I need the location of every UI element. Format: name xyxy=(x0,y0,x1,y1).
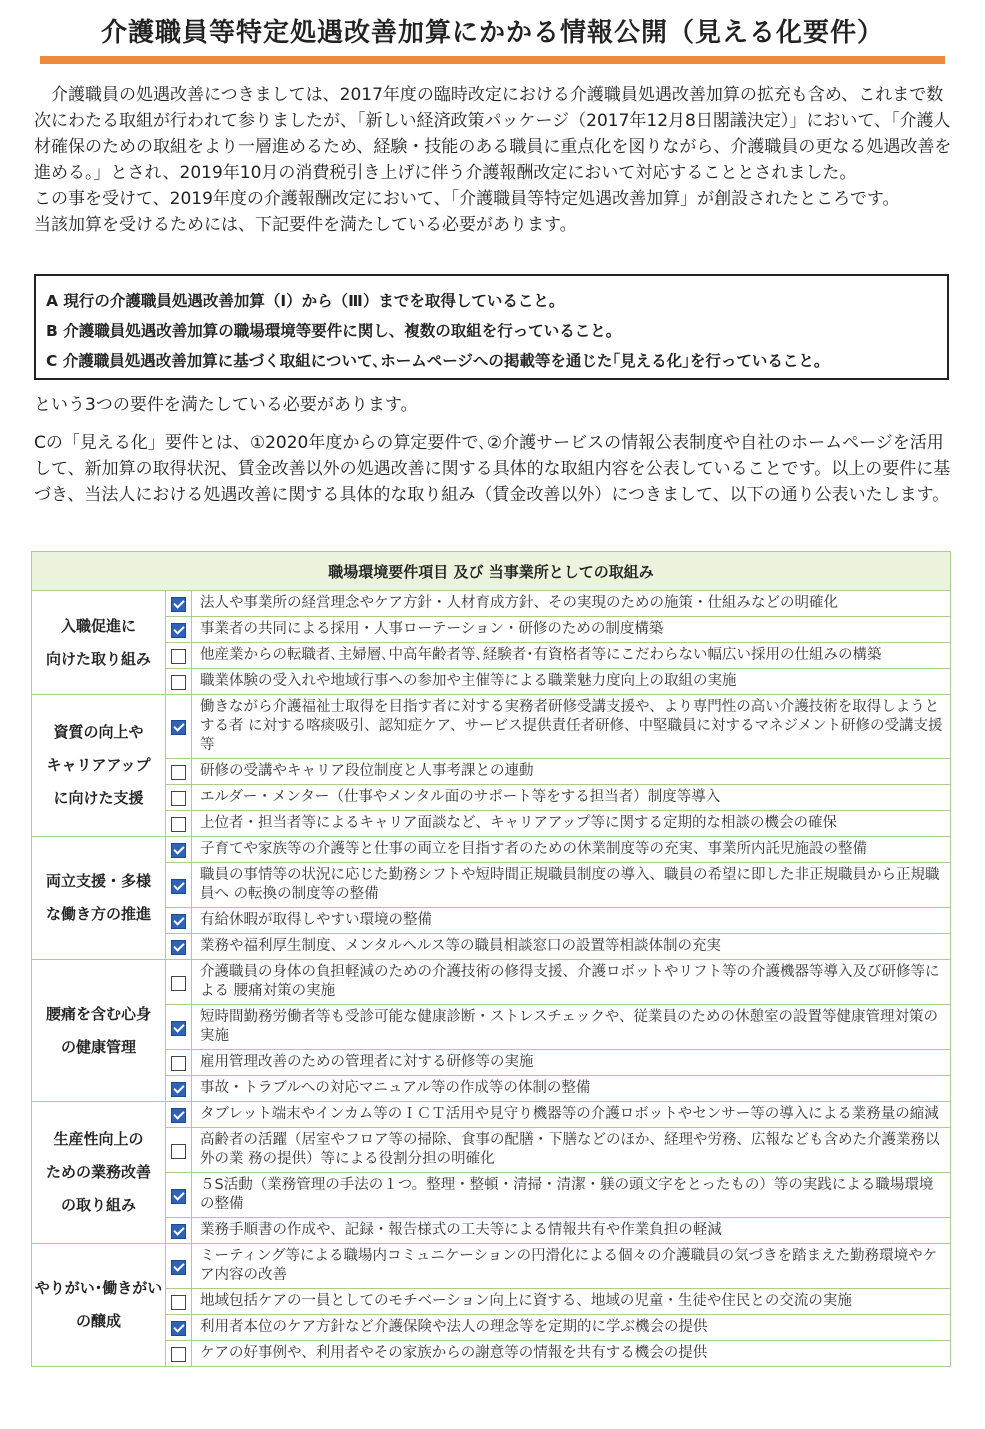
explanation-paragraph-1: という3つの要件を満たしている必要があります。 xyxy=(34,395,418,415)
item-text: エルダー・メンター（仕事やメンタル面のサポート等をする担当者）制度等導入 xyxy=(192,785,951,811)
unchecked-checkbox[interactable] xyxy=(171,765,186,780)
category-cell xyxy=(32,695,166,837)
category-cell xyxy=(32,591,166,695)
checked-checkbox[interactable] xyxy=(171,1224,186,1239)
checkbox-cell xyxy=(166,837,192,863)
item-text: 上位者・担当者等によるキャリア面談など、キャリアアップ等に関する定期的な相談の機会の確保 xyxy=(192,811,951,837)
intro-paragraph-1: 介護職員の処遇改善につきましては、2017年度の臨時改定における介護職員処遇改善加算の拡充も含め、これまで数次にわたる取組が行われて参りましたが、「新しい経済政策パッケージ（2017年12月8日閣議決定）」において、「介護人材確保のための取組をより一層進めるため、経験・技能のある職員に重点化を図りながら、介護職員の更なる処遇改善を進める。」とされ、2019年10月の消費税引き上げに伴う介護報酬改定において対応することとされました。 xyxy=(34,85,952,183)
category-label: 資質の向上や xyxy=(53,723,144,741)
table-row xyxy=(32,591,951,617)
category-label: 腰痛を含む心身 xyxy=(45,1004,151,1023)
checkbox-cell xyxy=(166,908,192,934)
intro-paragraph-3: 当該加算を受けるためには、下記要件を満たしている必要があります。 xyxy=(34,215,577,235)
category-label: ための業務改善 xyxy=(45,1163,151,1181)
checked-checkbox[interactable] xyxy=(171,597,186,612)
checked-checkbox[interactable] xyxy=(171,1021,186,1036)
item-text: 有給休暇が取得しやすい環境の整備 xyxy=(192,908,951,934)
table-row xyxy=(32,863,951,908)
category-label: キャリアアップ xyxy=(46,756,151,774)
checked-checkbox[interactable] xyxy=(171,720,186,735)
unchecked-checkbox[interactable] xyxy=(171,1347,186,1362)
checkbox-cell xyxy=(166,1005,192,1050)
table-row xyxy=(32,1076,951,1102)
unchecked-checkbox[interactable] xyxy=(171,1144,186,1159)
item-text: 職業体験の受入れや地域行事への参加や主催等による職業魅力度向上の取組の実施 xyxy=(192,669,951,695)
table-row xyxy=(32,1341,951,1367)
item-text: 高齢者の活躍（居室やフロア等の掃除、食事の配膳・下膳などのほか、経理や労務、広報なども含めた介護業務以外の業 務の提供）等による役割分担の明確化 xyxy=(192,1128,951,1173)
item-text: 事業者の共同による採用・人事ローテーション・研修のための制度構築 xyxy=(192,617,951,643)
table-row xyxy=(32,960,951,1005)
checkbox-cell xyxy=(166,1102,192,1128)
category-label: 向けた取り組み xyxy=(45,649,151,668)
workplace-requirements-table xyxy=(31,551,951,1367)
unchecked-checkbox[interactable] xyxy=(171,675,186,690)
table-row xyxy=(32,1005,951,1050)
requirement-a: A 現行の介護職員処遇改善加算（Ⅰ）から（Ⅲ）までを取得していること。 xyxy=(46,292,565,310)
checked-checkbox[interactable] xyxy=(171,940,186,955)
table-row xyxy=(32,1244,951,1289)
item-text: 法人や事業所の経営理念やケア方針・人材育成方針、その実現のための施策・仕組みなどの明確化 xyxy=(192,591,951,617)
item-text: 業務や福利厚生制度、メンタルヘルス等の職員相談窓口の設置等相談体制の充実 xyxy=(192,934,951,960)
checkbox-cell xyxy=(166,785,192,811)
category-cell xyxy=(32,960,166,1102)
checked-checkbox[interactable] xyxy=(171,914,186,929)
unchecked-checkbox[interactable] xyxy=(171,817,186,832)
checkbox-cell xyxy=(166,960,192,1005)
item-text: 短時間勤務労働者等も受診可能な健康診断・ストレスチェックや、従業員のための休憩室の設置等健康管理対策の実施 xyxy=(192,1005,951,1050)
item-text: 地域包括ケアの一員としてのモチベーション向上に資する、地域の児童・生徒や住民との交流の実施 xyxy=(192,1289,951,1315)
category-label: な働き方の推進 xyxy=(45,905,151,923)
category-label: の健康管理 xyxy=(60,1037,136,1056)
table-row xyxy=(32,1050,951,1076)
table-row xyxy=(32,669,951,695)
checkbox-cell xyxy=(166,934,192,960)
checkbox-cell xyxy=(166,1173,192,1218)
table-row xyxy=(32,1128,951,1173)
category-label: の取り組み xyxy=(60,1196,136,1214)
page-title: 介護職員等特定処遇改善加算にかかる情報公開（見える化要件） xyxy=(100,18,884,48)
unchecked-checkbox[interactable] xyxy=(171,1295,186,1310)
checkbox-cell xyxy=(166,1050,192,1076)
explanation-text xyxy=(34,392,959,508)
table-row xyxy=(32,934,951,960)
unchecked-checkbox[interactable] xyxy=(171,976,186,991)
item-text: 介護職員の身体の負担軽減のための介護技術の修得支援、介護ロボットやリフト等の介護機器等導入及び研修等による 腰痛対策の実施 xyxy=(192,960,951,1005)
table-row xyxy=(32,759,951,785)
category-label: やりがい･働きがい xyxy=(34,1279,163,1297)
table-row xyxy=(32,617,951,643)
table-header: 職場環境要件項目 及び 当事業所としての取組み xyxy=(32,552,951,591)
table-row xyxy=(32,1315,951,1341)
checked-checkbox[interactable] xyxy=(171,623,186,638)
unchecked-checkbox[interactable] xyxy=(171,791,186,806)
category-cell xyxy=(32,1244,166,1367)
checkbox-cell xyxy=(166,1128,192,1173)
item-text: 業務手順書の作成や、記録・報告様式の工夫等による情報共有や作業負担の軽減 xyxy=(192,1218,951,1244)
table-row xyxy=(32,785,951,811)
item-text: ５S活動（業務管理の手法の１つ。整理・整頓・清掃・清潔・躾の頭文字をとったもの）等の実践による職場環境の整備 xyxy=(192,1173,951,1218)
checked-checkbox[interactable] xyxy=(171,1082,186,1097)
checkbox-cell xyxy=(166,1341,192,1367)
item-text: タブレット端末やインカム等のＩＣＴ活用や見守り機器等の介護ロボットやセンサー等の導入による業務量の縮減 xyxy=(192,1102,951,1128)
category-label: に向けた支援 xyxy=(53,789,144,807)
title-underline xyxy=(40,56,945,64)
checkbox-cell xyxy=(166,643,192,669)
checked-checkbox[interactable] xyxy=(171,1260,186,1275)
requirement-b: B 介護職員処遇改善加算の職場環境等要件に関し、複数の取組を行っていること。 xyxy=(46,322,622,340)
explanation-paragraph-2: Cの「見える化」要件とは、①2020年度からの算定要件で､②介護サービスの情報公表制度や自社のホームページを活用して、新加算の取得状況、賃金改善以外の処遇改善に関する具体的な取組内容を公表していることです。以上の要件に基づき、当法人における処遇改善に関する具体的な取り組み（賃金改善以外）につきまして、以下の通り公表いたします。 xyxy=(34,433,951,505)
category-label: 生産性向上の xyxy=(53,1130,144,1148)
checkbox-cell xyxy=(166,759,192,785)
category-label: 入職促進に xyxy=(60,616,136,635)
category-label: 両立支援・多様 xyxy=(45,872,151,890)
checkbox-cell xyxy=(166,1289,192,1315)
checkbox-cell xyxy=(166,1315,192,1341)
item-text: 子育てや家族等の介護等と仕事の両立を目指す者のための休業制度等の充実、事業所内託児施設の整備 xyxy=(192,837,951,863)
item-text: 事故・トラブルへの対応マニュアル等の作成等の体制の整備 xyxy=(192,1076,951,1102)
item-text: ケアの好事例や、利用者やその家族からの謝意等の情報を共有する機会の提供 xyxy=(192,1341,951,1367)
requirements-box xyxy=(34,274,949,380)
item-text: 他産業からの転職者､主婦層､中高年齢者等､経験者･有資格者等にこだわらない幅広い採用の仕組みの構築 xyxy=(192,643,951,669)
checkbox-cell xyxy=(166,1076,192,1102)
unchecked-checkbox[interactable] xyxy=(171,649,186,664)
checkbox-cell xyxy=(166,669,192,695)
checkbox-cell xyxy=(166,617,192,643)
item-text: 雇用管理改善のための管理者に対する研修等の実施 xyxy=(192,1050,951,1076)
category-cell xyxy=(32,1102,166,1244)
intro-paragraph-2: この事を受けて、2019年度の介護報酬改定において、「介護職員等特定処遇改善加算」が創設されたところです。 xyxy=(34,189,900,209)
item-text: 利用者本位のケア方針など介護保険や法人の理念等を定期的に学ぶ機会の提供 xyxy=(192,1315,951,1341)
checked-checkbox[interactable] xyxy=(171,879,186,894)
checkbox-cell xyxy=(166,863,192,908)
unchecked-checkbox[interactable] xyxy=(171,1056,186,1071)
item-text: 職員の事情等の状況に応じた勤務シフトや短時間正規職員制度の導入、職員の希望に即した非正規職員から正規職員へ の転換の制度等の整備 xyxy=(192,863,951,908)
intro-text xyxy=(34,82,959,238)
table-row xyxy=(32,1102,951,1128)
checkbox-cell xyxy=(166,1218,192,1244)
checkbox-cell xyxy=(166,591,192,617)
item-text: 研修の受講やキャリア段位制度と人事考課との連動 xyxy=(192,759,951,785)
table-row xyxy=(32,643,951,669)
checked-checkbox[interactable] xyxy=(171,843,186,858)
item-text: ミーティング等による職場内コミュニケーションの円滑化による個々の介護職員の気づきを踏まえた勤務環境やケア内容の改善 xyxy=(192,1244,951,1289)
table-row xyxy=(32,908,951,934)
category-cell xyxy=(32,837,166,960)
category-label: の醸成 xyxy=(75,1312,121,1330)
table-row xyxy=(32,1289,951,1315)
table-row xyxy=(32,1173,951,1218)
requirement-c: C 介護職員処遇改善加算に基づく取組について､ホームページへの掲載等を通じた｢見える化｣を行っていること。 xyxy=(46,352,830,370)
item-text: 働きながら介護福祉士取得を目指す者に対する実務者研修受講支援や、より専門性の高い介護技術を取得しようとする者 に対する喀痰吸引、認知症ケア、サービス提供責任者研修、中堅職員に対するマネジメント研修の受講支援等 xyxy=(192,695,951,759)
checked-checkbox[interactable] xyxy=(171,1189,186,1204)
table-row xyxy=(32,695,951,759)
checked-checkbox[interactable] xyxy=(171,1108,186,1123)
table-row xyxy=(32,1218,951,1244)
checkbox-cell xyxy=(166,695,192,759)
checkbox-cell xyxy=(166,1244,192,1289)
table-row xyxy=(32,837,951,863)
table-row xyxy=(32,811,951,837)
checked-checkbox[interactable] xyxy=(171,1321,186,1336)
checkbox-cell xyxy=(166,811,192,837)
